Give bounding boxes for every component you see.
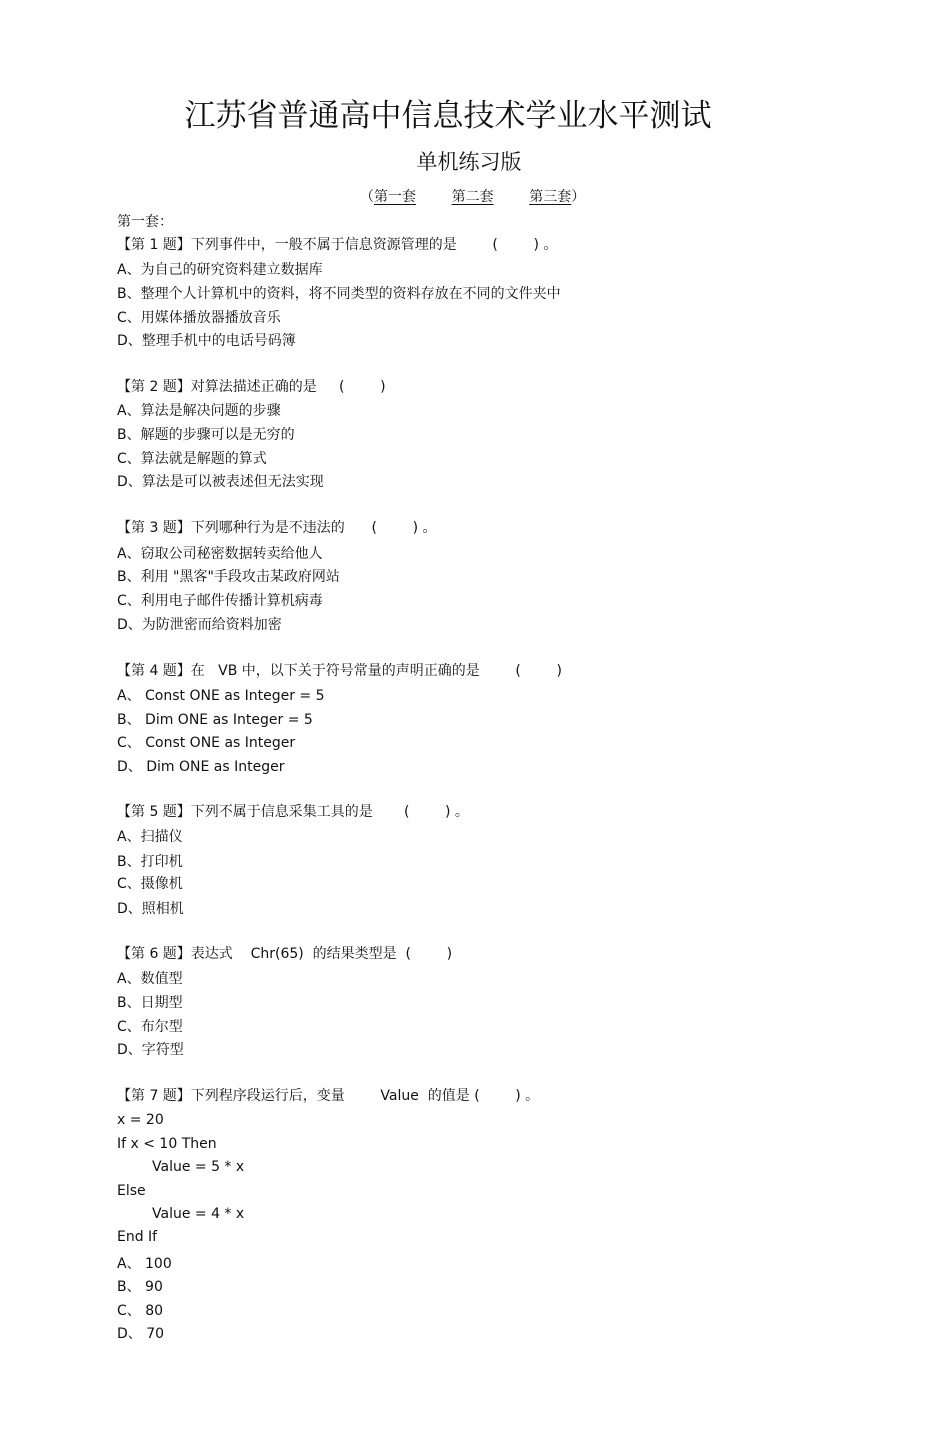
option-d: D、照相机 (117, 901, 184, 917)
nav-open-paren: （ (360, 189, 374, 205)
option-c: C、 80 (117, 1303, 164, 1319)
option-c: C、利用电子邮件传播计算机病毒 (117, 593, 323, 609)
section-label: 第一套： (117, 214, 173, 230)
code-line: Else (117, 1183, 146, 1199)
option-b: B、日期型 (117, 995, 183, 1011)
option-d: D、 Dim ONE as Integer (117, 759, 285, 775)
code-line: Value = 5 * x (152, 1159, 245, 1175)
question-stem: 【第 7 题】下列程序段运行后，变量 Value 的值是 ( ) 。 (117, 1088, 540, 1104)
option-d: D、整理手机中的电话号码簿 (117, 333, 296, 349)
option-c: C、用媒体播放器播放音乐 (117, 310, 281, 326)
option-d: D、 70 (117, 1326, 165, 1342)
option-a: A、 Const ONE as Integer = 5 (117, 688, 325, 704)
option-c: C、摄像机 (117, 876, 183, 892)
option-a: A、为自己的研究资料建立数据库 (117, 262, 323, 278)
option-a: A、数值型 (117, 971, 183, 987)
option-b: B、解题的步骤可以是无穷的 (117, 427, 295, 443)
option-b: B、整理个人计算机中的资料，将不同类型的资料存放在不同的文件夹中 (117, 286, 561, 302)
option-b: B、利用 "黑客"手段攻击某政府网站 (117, 569, 340, 585)
question-stem: 【第 6 题】表达式 Chr(65) 的结果类型是 ( ) (117, 946, 453, 962)
option-c: C、算法就是解题的算式 (117, 451, 267, 467)
document-title: 江苏省普通高中信息技术学业水平测试 (184, 98, 712, 134)
question-stem: 【第 4 题】在 VB 中，以下关于符号常量的声明正确的是 ( ) (117, 663, 562, 679)
set-link-2[interactable]: 第二套 (451, 189, 494, 205)
option-b: B、 90 (117, 1279, 163, 1295)
option-d: D、算法是可以被表述但无法实现 (117, 474, 324, 490)
nav-close-paren: ） (571, 189, 586, 205)
code-line: x = 20 (117, 1112, 164, 1128)
option-b: B、 Dim ONE as Integer = 5 (117, 712, 313, 728)
question-stem: 【第 3 题】下列哪种行为是不违法的 ( ) 。 (117, 520, 437, 536)
option-a: A、窃取公司秘密数据转卖给他人 (117, 546, 323, 562)
option-d: D、字符型 (117, 1042, 184, 1058)
option-a: A、扫描仪 (117, 829, 183, 845)
question-stem: 【第 1 题】下列事件中，一般不属于信息资源管理的是 ( ) 。 (117, 237, 558, 253)
option-d: D、为防泄密而给资料加密 (117, 617, 282, 633)
option-c: C、 Const ONE as Integer (117, 735, 296, 751)
question-stem: 【第 5 题】下列不属于信息采集工具的是 ( ) 。 (117, 804, 469, 820)
option-c: C、布尔型 (117, 1019, 183, 1035)
document-subtitle: 单机练习版 (416, 150, 522, 174)
option-a: A、算法是解决问题的步骤 (117, 403, 281, 419)
question-stem: 【第 2 题】对算法描述正确的是 ( ) (117, 379, 386, 395)
set-navigation (360, 187, 585, 207)
code-line: If x < 10 Then (117, 1136, 217, 1152)
set-link-3[interactable]: 第三套 (529, 189, 572, 205)
option-a: A、 100 (117, 1256, 172, 1272)
set-link-1[interactable]: 第一套 (374, 189, 416, 205)
code-line: Value = 4 * x (152, 1206, 245, 1222)
option-b: B、打印机 (117, 854, 183, 870)
code-line: End If (117, 1229, 158, 1245)
